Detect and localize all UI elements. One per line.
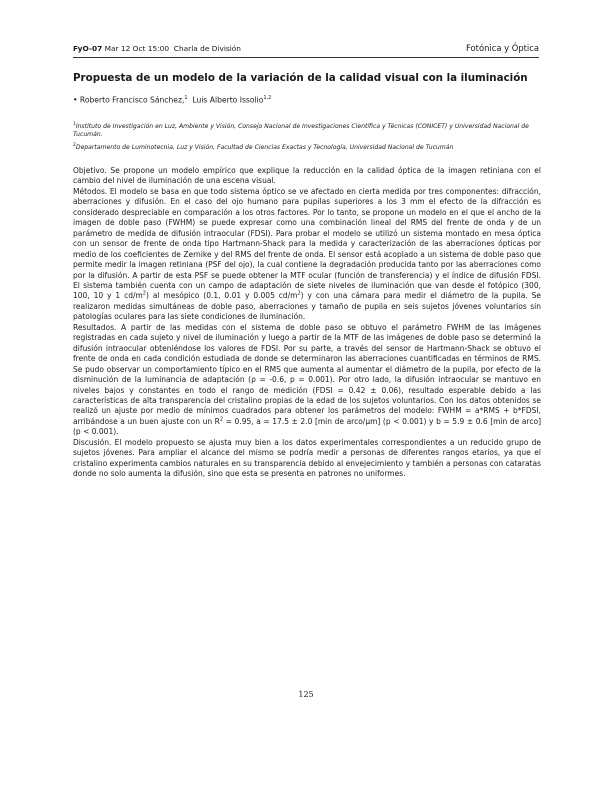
affiliation-text: Departamento de Luminotecnia, Luz y Visión, Facultad de Ciencias Exactas y Tecnología, Universidad Nacional de Tucumán xyxy=(75,144,454,152)
author-name: Roberto Francisco Sánchez, xyxy=(79,95,185,105)
session-type: Charla de División xyxy=(173,44,241,53)
results-text: = 0.95, a = 17.5 ± 2.0 [min de arco/μm] (p < 0.001) y b = 5.9 ± 0.6 [min de arco] (p < 0.001). xyxy=(73,416,541,437)
superscript: 2 xyxy=(142,290,146,297)
methods-text: ) y con una cámara para medir el diámetro de la pupila. Se realizaron medidas simultáneas de doble paso, aberraciones y tamaño de pupila en seis sujetos jóvenes voluntarios sin patologías oculares para las siete condiciones de iluminación. xyxy=(73,291,541,322)
affiliation-1 xyxy=(73,121,540,140)
running-header xyxy=(73,43,539,58)
division-name: Fotónica y Óptica xyxy=(466,43,539,53)
affiliation-text: Instituto de Investigación en Luz, Ambiente y Visión, Consejo Nacional de Investigaciones Científica y Técnicas (CONICET) y Universidad Nacional de Tucumán. xyxy=(73,123,529,139)
presenter-bullet: • xyxy=(73,95,78,105)
methods-text: Métodos. El modelo se basa en que todo sistema óptico se ve afectado en cierta medida por tres componentes: difracción, aberraciones y difusión. En el caso del ojo humano para pupilas superiores a los 3 mm el efecto de la difracción es considerado despreciable en comparación a los otros factores. Por lo tanto, se propone un modelo en el que el ancho de la imagen de doble paso (FWHM) se puede expresar como una combinación lineal del RMS del frente de onda y de un parámetro de medida de difusión intraocular (FDSI). Para probar el modelo se utilizó un sistema montado en mesa óptica con un sensor de frente de onda tipo Hartmann-Shack para la medida y caracterización de las aberraciones ópticas por medio de los coeficientes de Zernike y del RMS del frente de onda. El sensor está acoplado a un sistema de doble paso que permite medir la imagen retiniana (PSF del ojo), la cual contiene la degradación producida tanto por las aberraciones como por la difusión. A partir de esta PSF se puede obtener la MTF ocular (función de transferencia) y el índice de difusión FDSI. El sistema también cuenta con un campo de adaptación de siete niveles de iluminación que van desde el fotópico (300, 100, 10 y 1 cd/m xyxy=(73,186,541,301)
abstract-code: FyO-07 xyxy=(73,44,103,53)
results-paragraph xyxy=(73,323,541,438)
superscript: 2 xyxy=(219,416,224,423)
paper-title: Propuesta de un modelo de la variación de la calidad visual con la iluminación xyxy=(73,72,528,84)
author-list xyxy=(73,95,271,105)
affiliation-mark: 1,2 xyxy=(263,95,272,101)
abstract-body xyxy=(73,166,541,480)
results-text: Resultados. A partir de las medidas con el sistema de doble paso se obtuvo el parámetro FWHM de las imágenes registradas en cada sujeto y nivel de iluminación y luego a partir de la MTF de las imágenes de doble paso se determinó la difusión intraocular obteniéndose los valores de FDSI. Por su parte, a través del sensor de Hartmann-Shack se obtuvo el frente de onda en cada condición estudiada de donde se determinaron las aberraciones cuantificadas en términos de RMS. Se pudo observar un comportamiento típico en el RMS que aumenta al aumentar el diámetro de la pupila, por efecto de la disminución de la luminancia de adaptación (ρ = -0.6, p = 0.001). Por otro lado, la difusión intraocular se mantuvo en niveles bajos y constantes en todo el rango de medición (FDSI = 0.42 ± 0.06), resultado esperable debido a las características de alta transparencia del cristalino propias de la edad de los sujetos voluntarios. Con los datos obtenidos se realizó un ajuste por medio de mínimos cuadrados para obtener los parámetros del modelo: FWHM = a*RMS + b*FDSI, arribándose a un buen ajuste con un R xyxy=(73,322,541,426)
session-time: Mar 12 Oct 15:00 xyxy=(104,44,170,53)
session-info xyxy=(73,44,241,53)
affiliation-number: 1 xyxy=(73,122,76,127)
affiliation-number: 2 xyxy=(73,143,76,148)
superscript: 2 xyxy=(297,290,301,297)
methods-text: ) al mesópico (0.1, 0.01 y 0.005 cd/m xyxy=(145,291,298,301)
objective-paragraph: Objetivo. Se propone un modelo empírico que explique la reducción en la calidad óptica de la imagen retiniana con el cambio del nivel de iluminación de una escena visual. xyxy=(73,166,541,186)
author-name: Luis Alberto Issolio xyxy=(192,95,264,105)
methods-paragraph xyxy=(73,187,541,323)
page-number: 125 xyxy=(298,690,314,699)
discussion-paragraph: Discusión. El modelo propuesto se ajusta muy bien a los datos experimentales correspondientes a un reducido grupo de sujetos jóvenes. Para ampliar el alcance del mismo se podría medir a personas de diferentes rangos etarios, ya que el cristalino experimenta cambios naturales en su transparencia debido al envejecimiento y también a personas con cataratas donde no solo aumenta la difusión, sino que esta se presenta en patrones no uniformes. xyxy=(73,437,541,479)
affiliation-2 xyxy=(73,142,540,152)
affiliation-mark: 1 xyxy=(184,95,188,101)
